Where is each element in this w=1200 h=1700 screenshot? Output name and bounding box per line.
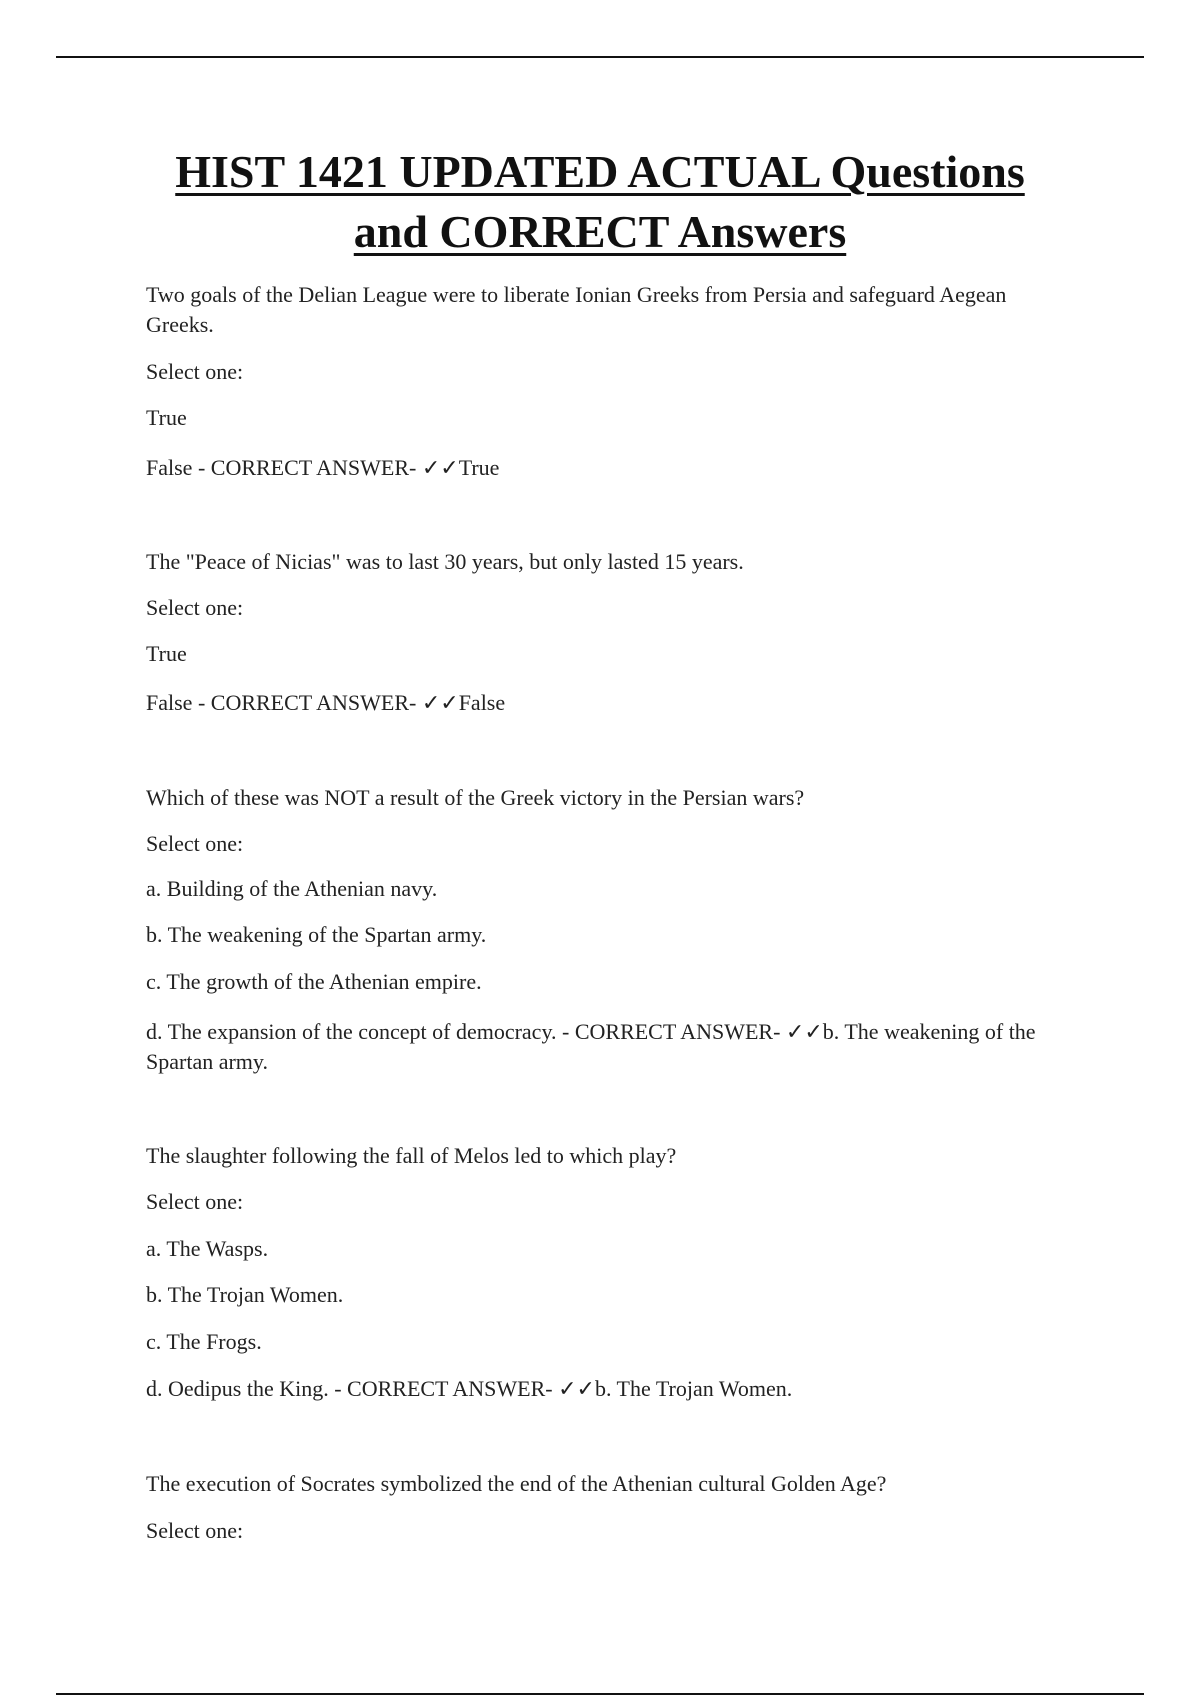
question-1-select-label: Select one: bbox=[146, 359, 244, 384]
question-1-option-a: True bbox=[146, 405, 187, 430]
question-3-option-c: c. The growth of the Athenian empire. bbox=[146, 969, 482, 994]
header-rule bbox=[56, 56, 1144, 58]
question-2-select-label: Select one: bbox=[146, 595, 244, 620]
question-3-prompt: Which of these was NOT a result of the Greek victory in the Persian wars? bbox=[146, 785, 805, 810]
question-3-answer: d. The expansion of the concept of democracy. - CORRECT ANSWER- ✓✓b. The weakening of the Spartan army. bbox=[146, 1019, 1036, 1074]
question-4-option-a: a. The Wasps. bbox=[146, 1236, 269, 1261]
document-title bbox=[100, 142, 1100, 262]
question-4-option-c: c. The Frogs. bbox=[146, 1329, 262, 1354]
footer-rule bbox=[56, 1693, 1144, 1695]
question-4-answer: d. Oedipus the King. - CORRECT ANSWER- ✓✓b. The Trojan Women. bbox=[146, 1376, 793, 1401]
question-3-select-label: Select one: bbox=[146, 831, 244, 856]
question-2-answer: False - CORRECT ANSWER- ✓✓False bbox=[146, 690, 506, 715]
question-1-prompt: Two goals of the Delian League were to liberate Ionian Greeks from Persia and safeguard Aegean Greeks. bbox=[146, 282, 1007, 337]
question-4-prompt: The slaughter following the fall of Melos led to which play? bbox=[146, 1143, 677, 1168]
question-3-option-a: a. Building of the Athenian navy. bbox=[146, 876, 438, 901]
question-4-option-b: b. The Trojan Women. bbox=[146, 1282, 344, 1307]
question-1-answer: False - CORRECT ANSWER- ✓✓True bbox=[146, 455, 500, 480]
question-2-option-a: True bbox=[146, 641, 187, 666]
question-5-prompt: The execution of Socrates symbolized the end of the Athenian cultural Golden Age? bbox=[146, 1471, 887, 1496]
question-5-select-label: Select one: bbox=[146, 1518, 244, 1543]
question-3-option-b: b. The weakening of the Spartan army. bbox=[146, 922, 487, 947]
title-line-1: HIST 1421 UPDATED ACTUAL Questions bbox=[175, 146, 1025, 197]
question-2-prompt: The "Peace of Nicias" was to last 30 years, but only lasted 15 years. bbox=[146, 549, 744, 574]
question-4-select-label: Select one: bbox=[146, 1189, 244, 1214]
title-line-2: and CORRECT Answers bbox=[353, 206, 847, 257]
